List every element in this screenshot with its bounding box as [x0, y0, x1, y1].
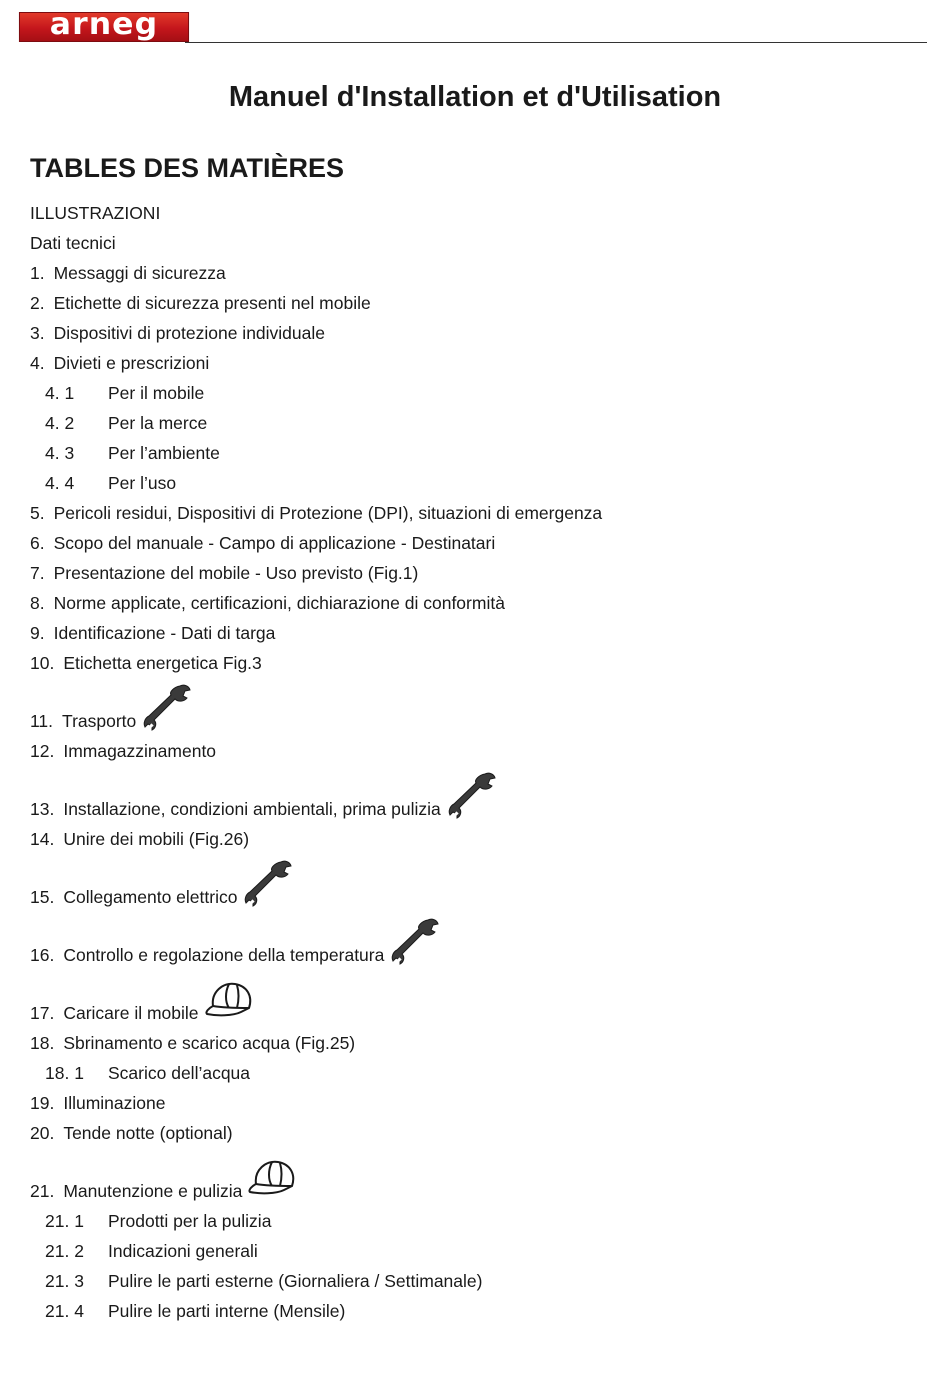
toc-entry-label: Messaggi di sicurezza [53, 263, 226, 283]
wrench-icon [140, 682, 192, 734]
toc-entry-number: 21. 4 [45, 1301, 84, 1321]
toc-entry-label: Sbrinamento e scarico acqua (Fig.25) [63, 1033, 356, 1053]
toc-entry-number: 1. [30, 263, 45, 283]
toc-entry [30, 378, 930, 408]
toc-entry [30, 1028, 930, 1058]
toc-entry-number: 21. 2 [45, 1241, 84, 1261]
toc-entry-label: Per l’uso [108, 473, 177, 493]
table-of-contents [30, 198, 930, 1326]
toc-entry-label: Manutenzione e pulizia [63, 1181, 243, 1201]
toc-entry-label: Illuminazione [63, 1093, 166, 1113]
toc-entry-number: 9. [30, 623, 45, 643]
arneg-logo: arneg [19, 12, 189, 42]
toc-entry [30, 258, 930, 288]
toc-entry-number: 12. [30, 741, 55, 761]
toc-entry-number: 4. 1 [45, 383, 75, 403]
toc-entry [30, 912, 930, 970]
toc-entry [30, 348, 930, 378]
toc-entry [30, 824, 930, 854]
toc-entry-label: Controllo e regolazione della temperatura [63, 945, 385, 965]
toc-entry-number: 4. 4 [45, 473, 75, 493]
wrench-icon [445, 770, 497, 822]
toc-entry [30, 678, 930, 736]
toc-entry-number: 20. [30, 1123, 55, 1143]
toc-entry-number: 4. [30, 353, 45, 373]
toc-entry-number: 15. [30, 887, 55, 907]
toc-entry [30, 648, 930, 678]
toc-heading: TABLES DES MATIÈRES [30, 153, 345, 183]
toc-entry-number: 14. [30, 829, 55, 849]
toc-entry-label: Pericoli residui, Dispositivi di Protezione (DPI), situazioni di emergenza [53, 503, 603, 523]
toc-entry-number: 16. [30, 945, 55, 965]
toc-entry-number: 3. [30, 323, 45, 343]
toc-entry-number: 11. [30, 711, 54, 731]
toc-entry [30, 736, 930, 766]
toc-entry-number: 18. [30, 1033, 55, 1053]
toc-entry-label: Dispositivi di protezione individuale [53, 323, 326, 343]
toc-entry-number: 2. [30, 293, 45, 313]
toc-entry-label: Pulire le parti interne (Mensile) [108, 1301, 346, 1321]
toc-entry-label: Divieti e prescrizioni [53, 353, 210, 373]
toc-entry [30, 970, 930, 1028]
toc-entry-label: Trasporto [62, 711, 137, 731]
toc-entry-number: 8. [30, 593, 45, 613]
toc-entry-label: Collegamento elettrico [63, 887, 238, 907]
toc-entry-number: 21. 1 [45, 1211, 84, 1231]
toc-entry-number: 7. [30, 563, 45, 583]
toc-entry-number: 4. 3 [45, 443, 75, 463]
toc-entry-number: 21. 3 [45, 1271, 84, 1291]
toc-entry-label: Tende notte (optional) [63, 1123, 233, 1143]
toc-entry-number: 21. [30, 1181, 55, 1201]
toc-entry [30, 1236, 930, 1266]
toc-entry-label: Pulire le parti esterne (Giornaliera / Settimanale) [108, 1271, 483, 1291]
cap-icon [203, 974, 255, 1026]
toc-entry [30, 1266, 930, 1296]
toc-entry [30, 498, 930, 528]
toc-entry [30, 198, 930, 228]
toc-entry-label: Per la merce [108, 413, 208, 433]
toc-entry-label: ILLUSTRAZIONI [30, 203, 161, 223]
toc-entry-label: Unire dei mobili (Fig.26) [63, 829, 250, 849]
toc-entry-label: Installazione, condizioni ambientali, prima pulizia [63, 799, 441, 819]
toc-entry-number: 5. [30, 503, 45, 523]
toc-entry-number: 13. [30, 799, 55, 819]
toc-entry-label: Caricare il mobile [63, 1003, 199, 1023]
toc-entry [30, 438, 930, 468]
toc-entry-label: Immagazzinamento [63, 741, 217, 761]
toc-entry [30, 1148, 930, 1206]
toc-entry [30, 288, 930, 318]
toc-entry [30, 618, 930, 648]
toc-entry [30, 528, 930, 558]
toc-entry-label: Identificazione - Dati di targa [53, 623, 276, 643]
toc-entry [30, 1296, 930, 1326]
toc-entry-number: 10. [30, 653, 55, 673]
toc-entry-label: Presentazione del mobile - Uso previsto (Fig.1) [53, 563, 419, 583]
header-rule [185, 42, 927, 43]
document-title: Manuel d'Installation et d'Utilisation [228, 81, 722, 113]
toc-entry-label: Etichetta energetica Fig.3 [63, 653, 262, 673]
toc-entry [30, 468, 930, 498]
wrench-icon [241, 858, 293, 910]
toc-entry [30, 766, 930, 824]
toc-entry-label: Per l’ambiente [108, 443, 220, 463]
toc-entry-label: Scarico dell’acqua [108, 1063, 251, 1083]
cap-icon [246, 1152, 298, 1204]
toc-entry-number: 19. [30, 1093, 55, 1113]
toc-entry [30, 1118, 930, 1148]
toc-entry [30, 408, 930, 438]
toc-entry [30, 1058, 930, 1088]
toc-entry [30, 1206, 930, 1236]
toc-entry-label: Etichette di sicurezza presenti nel mobile [53, 293, 371, 313]
toc-entry-number: 4. 2 [45, 413, 75, 433]
toc-entry-label: Per il mobile [108, 383, 205, 403]
toc-entry-label: Norme applicate, certificazioni, dichiarazione di conformità [53, 593, 505, 613]
wrench-icon [388, 916, 440, 968]
toc-entry-label: Indicazioni generali [108, 1241, 258, 1261]
toc-entry [30, 558, 930, 588]
toc-entry-label: Dati tecnici [30, 233, 116, 253]
toc-entry [30, 588, 930, 618]
toc-entry [30, 1088, 930, 1118]
toc-entry [30, 228, 930, 258]
toc-entry [30, 318, 930, 348]
toc-entry-label: Scopo del manuale - Campo di applicazione - Destinatari [53, 533, 496, 553]
toc-entry-number: 18. 1 [45, 1063, 84, 1083]
toc-entry [30, 854, 930, 912]
toc-entry-number: 6. [30, 533, 45, 553]
toc-entry-label: Prodotti per la pulizia [108, 1211, 272, 1231]
toc-entry-number: 17. [30, 1003, 55, 1023]
